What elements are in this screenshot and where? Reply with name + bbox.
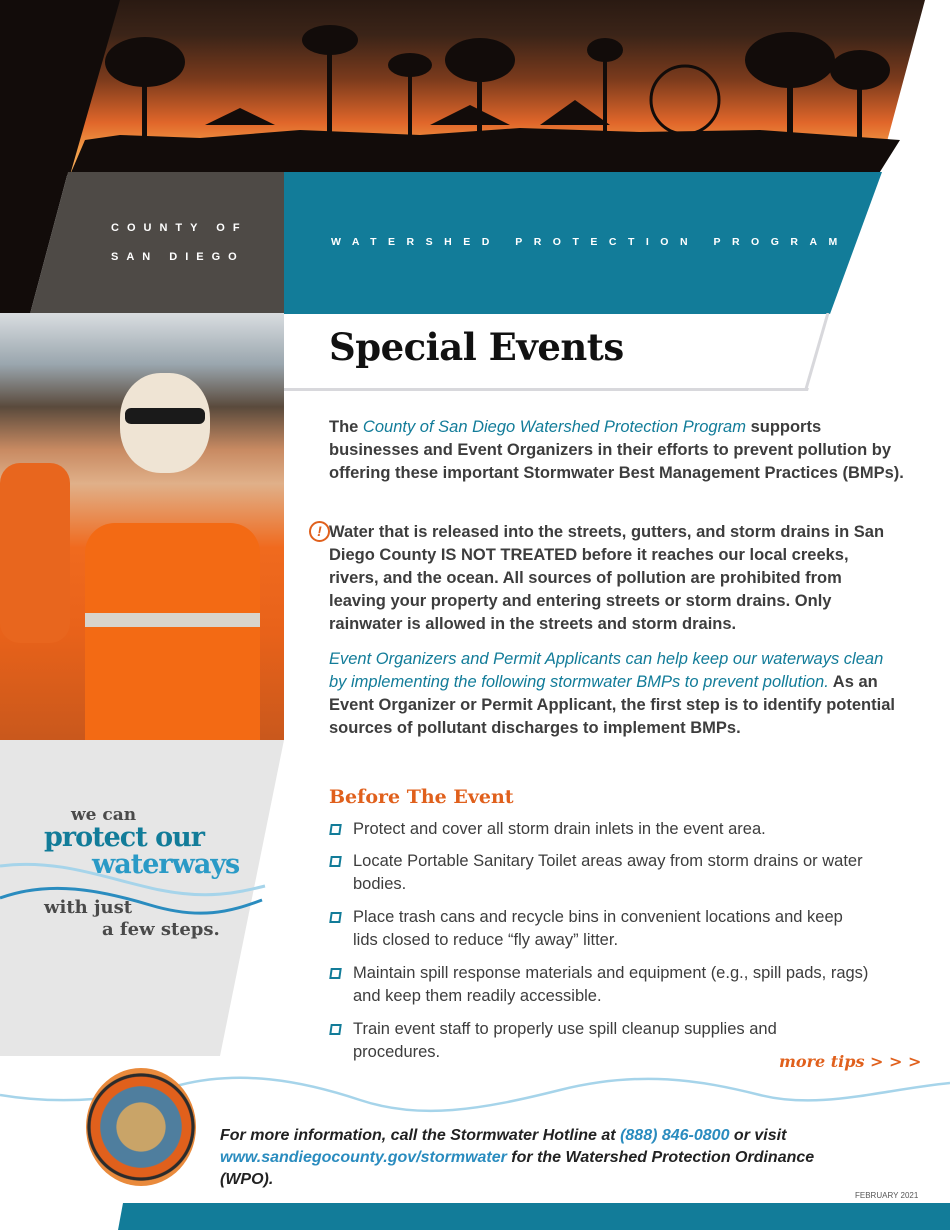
- organizers-paragraph: [329, 648, 904, 740]
- before-event-heading: Before The Event: [329, 786, 514, 808]
- hotline-phone-link[interactable]: (888) 846-0800: [620, 1127, 730, 1144]
- organizers-rest: As an Event Organizer or Permit Applicant, the first step is to identify potential sources of pollutant discharges to implement BMPs.: [329, 673, 895, 737]
- tagline-waterways: waterways: [92, 849, 240, 880]
- list-item: [329, 1018, 849, 1064]
- exclamation-icon: !: [309, 521, 330, 542]
- county-seal-logo: [86, 1068, 196, 1186]
- program-name-link: County of San Diego Watershed Protection Program: [362, 418, 746, 436]
- program-name: WATERSHED PROTECTION PROGRAM: [331, 236, 849, 248]
- list-item-text: Protect and cover all storm drain inlets in the event area.: [353, 820, 766, 838]
- intro-lead: The: [329, 418, 363, 436]
- event-staff-photo: [0, 313, 284, 740]
- list-item-text: Locate Portable Sanitary Toilet areas away from storm drains or water bodies.: [353, 852, 863, 893]
- tagline-few-steps: a few steps.: [102, 919, 220, 940]
- safety-vest: [85, 523, 260, 740]
- list-item-text: Place trash cans and recycle bins in convenient locations and keep lids closed to reduce “fly away” litter.: [353, 908, 843, 949]
- checkbox-icon: [329, 1024, 342, 1035]
- list-item: [329, 906, 869, 952]
- warning-paragraph: Water that is released into the streets, gutters, and storm drains in San Diego County IS NOT TREATED before it reaches our local creeks, rivers, and the ocean. All sources of pollution are prohibited from leaving your property and entering streets or storm drains. Only rainwater is allowed in the streets and storm drains.: [329, 523, 885, 633]
- background-person: [0, 463, 70, 643]
- list-item: [329, 962, 889, 1008]
- event-silhouette-illustration: [0, 0, 950, 175]
- checkbox-icon: [329, 824, 342, 835]
- reflective-stripe: [85, 613, 260, 627]
- contact-text: for the Watershed Protection Ordinance (WPO).: [220, 1149, 815, 1188]
- stormwater-url-link[interactable]: www.sandiegocounty.gov/stormwater: [220, 1149, 507, 1166]
- list-item: [329, 850, 869, 896]
- organizers-italic: Event Organizers and Permit Applicants can help keep our waterways clean by implementing the following stormwater BMPs to prevent pollution.: [329, 650, 884, 691]
- intro-paragraph: [329, 416, 904, 485]
- intro-rest: supports businesses and Event Organizers in their efforts to prevent pollution by offering these important Stormwater Best Management Practices (BMPs).: [329, 418, 904, 482]
- more-tips-link[interactable]: more tips > > >: [779, 1052, 922, 1071]
- contact-text: For more information, call the Stormwater Hotline at: [220, 1127, 621, 1144]
- publication-date: FEBRUARY 2021: [855, 1191, 919, 1200]
- checkbox-icon: [329, 912, 342, 923]
- checkbox-icon: [329, 968, 342, 979]
- tagline-protect: protect our: [44, 822, 204, 853]
- footer-bar: [0, 1203, 950, 1230]
- list-item-text: Maintain spill response materials and equipment (e.g., spill pads, rags) and keep them readily accessible.: [353, 964, 869, 1005]
- list-item: [329, 818, 889, 841]
- contact-info: [220, 1125, 820, 1191]
- contact-text: or visit: [729, 1127, 787, 1144]
- county-line-2: SAN DIEGO: [111, 251, 245, 263]
- list-item-text: Train event staff to properly use spill cleanup supplies and procedures.: [353, 1020, 777, 1061]
- county-line-1: COUNTY OF: [111, 222, 248, 234]
- sunglasses: [125, 408, 205, 424]
- page-title: Special Events: [329, 325, 624, 369]
- tagline-with-just: with just: [44, 897, 133, 918]
- tagline-we-can: we can: [71, 805, 137, 825]
- checkbox-icon: [329, 856, 342, 867]
